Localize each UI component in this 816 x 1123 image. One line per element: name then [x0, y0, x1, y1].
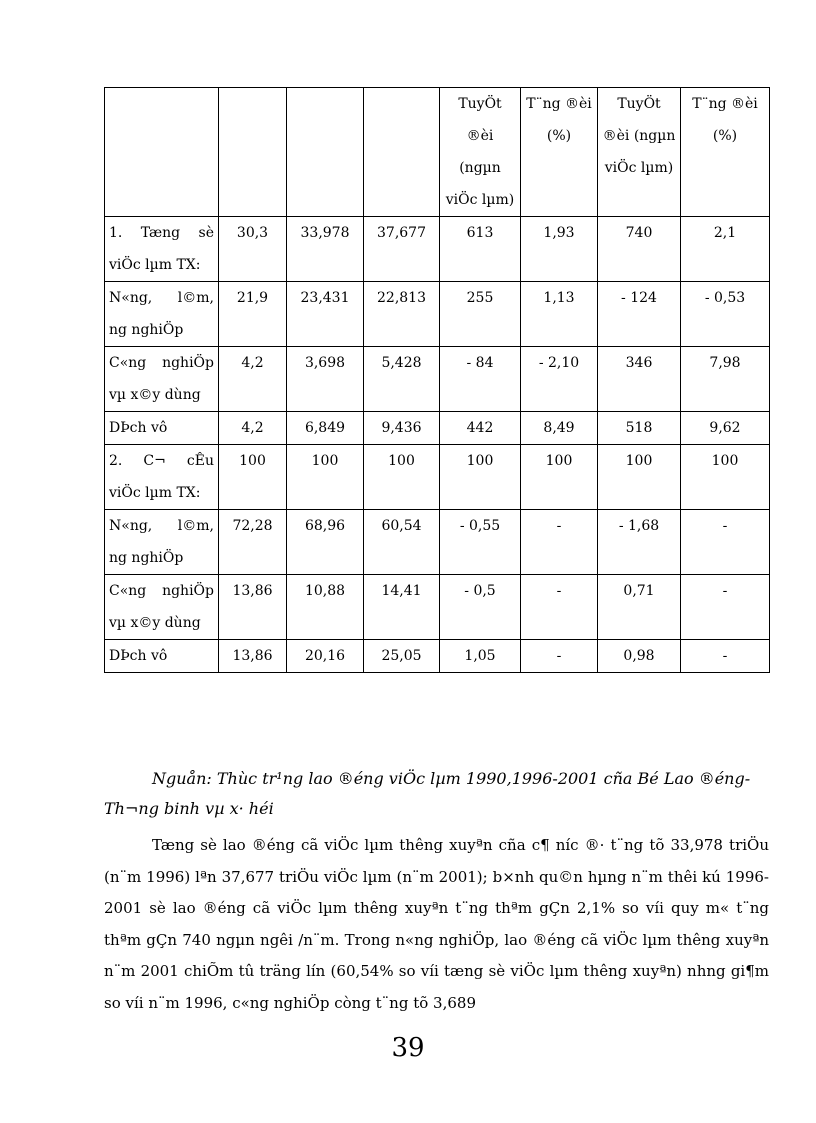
table-cell: 100 [521, 445, 598, 510]
table-cell: 1,13 [521, 282, 598, 347]
table-cell: 10,88 [287, 575, 364, 640]
table-cell: 518 [598, 412, 681, 445]
table-cell: TuyÖt ®èi (ngµn viÖc lµm) [440, 88, 521, 217]
row-label-cell: N«ng, l©m, ng nghiÖp [105, 282, 219, 347]
table-cell: 3,698 [287, 347, 364, 412]
table-cell [364, 88, 440, 217]
table-cell: 20,16 [287, 640, 364, 673]
table-cell: 100 [287, 445, 364, 510]
table-cell: 100 [598, 445, 681, 510]
table-cell: 33,978 [287, 217, 364, 282]
table-cell: 0,71 [598, 575, 681, 640]
table-cell: - [521, 640, 598, 673]
table-cell: 60,54 [364, 510, 440, 575]
table-cell: 100 [219, 445, 287, 510]
table-cell: 255 [440, 282, 521, 347]
table-cell: 6,849 [287, 412, 364, 445]
table-cell: 100 [440, 445, 521, 510]
table-cell [287, 88, 364, 217]
table-cell: 7,98 [681, 347, 770, 412]
table-cell: 21,9 [219, 282, 287, 347]
table-row [105, 282, 770, 347]
table-cell: - [521, 510, 598, 575]
source-note: Nguån: Thùc tr¹ng lao ®éng viÖc lµm 1990,1996-2001 cña Bé Lao ®éng-Th¬ng binh vµ x· héi [104, 769, 751, 818]
table-cell: 9,62 [681, 412, 770, 445]
table-cell: 0,98 [598, 640, 681, 673]
table-cell: 13,86 [219, 575, 287, 640]
table-cell: - 2,10 [521, 347, 598, 412]
table-cell: 1,93 [521, 217, 598, 282]
table-cell: 100 [681, 445, 770, 510]
table-cell: 14,41 [364, 575, 440, 640]
table-cell: 1,05 [440, 640, 521, 673]
row-label-cell [105, 88, 219, 217]
table-cell: 30,3 [219, 217, 287, 282]
table-row [105, 347, 770, 412]
table-cell: T¨ng ®èi (%) [521, 88, 598, 217]
employment-table [104, 87, 770, 673]
table-cell: 4,2 [219, 347, 287, 412]
row-label-cell: DÞch vô [105, 412, 219, 445]
table-cell: 8,49 [521, 412, 598, 445]
row-label-cell: N«ng, l©m, ng nghiÖp [105, 510, 219, 575]
table-cell: - [681, 575, 770, 640]
table-cell: - 124 [598, 282, 681, 347]
table-row [105, 510, 770, 575]
table-cell: TuyÖt ®èi (ngµn viÖc lµm) [598, 88, 681, 217]
table-cell: T¨ng ®èi (%) [681, 88, 770, 217]
table-cell: 100 [364, 445, 440, 510]
table-cell: - 0,55 [440, 510, 521, 575]
table-cell: 72,28 [219, 510, 287, 575]
table-cell: - 0,5 [440, 575, 521, 640]
row-label-cell: 1. Tæng sè viÖc lµm TX: [105, 217, 219, 282]
table-cell: 23,431 [287, 282, 364, 347]
table-row [105, 412, 770, 445]
row-label-cell: C«ng nghiÖp vµ x©y dùng [105, 575, 219, 640]
table-cell: 68,96 [287, 510, 364, 575]
table-cell: 346 [598, 347, 681, 412]
table-row [105, 217, 770, 282]
table-cell: 2,1 [681, 217, 770, 282]
table-cell: 22,813 [364, 282, 440, 347]
table-cell: 9,436 [364, 412, 440, 445]
table-cell: - 1,68 [598, 510, 681, 575]
table-cell: 4,2 [219, 412, 287, 445]
body-paragraph: Tæng sè lao ®éng cã viÖc lµm thêng xuyªn cña c¶ níc ®· t¨ng tõ 33,978 triÖu (n¨m 1996) lªn 37,677 triÖu viÖc lµm (n¨m 2001); b×nh qu©n hµng n¨m thêi kú 1996-2001 sè lao ®éng cã viÖc lµm thêng xuyªn t¨ng thªm gÇn 2,1% so víi quy m« t¨ng thªm gÇn 740 ngµn ngêi /n¨m. Trong n«ng nghiÖp, lao ®éng cã viÖc lµm thêng xuyªn n¨m 2001 chiÕm tû träng lín (60,54% so víi tæng sè viÖc lµm thêng xuyªn) nhng gi¶m so víi n¨m 1996, c«ng nghiÖp còng t¨ng tõ 3,689 [104, 836, 769, 1012]
table-cell: 5,428 [364, 347, 440, 412]
table-row [105, 445, 770, 510]
table-cell: 740 [598, 217, 681, 282]
table-cell: - 84 [440, 347, 521, 412]
table-cell: - 0,53 [681, 282, 770, 347]
table-cell: 37,677 [364, 217, 440, 282]
table-row [105, 575, 770, 640]
table-cell: 442 [440, 412, 521, 445]
table-cell: 25,05 [364, 640, 440, 673]
row-label-cell: C«ng nghiÖp vµ x©y dùng [105, 347, 219, 412]
table-cell: - [681, 510, 770, 575]
row-label-cell: 2. C¬ cÊu viÖc lµm TX: [105, 445, 219, 510]
table-cell [219, 88, 287, 217]
page-number: 39 [391, 1033, 425, 1063]
table-row [105, 640, 770, 673]
table-cell: - [521, 575, 598, 640]
row-label-cell: DÞch vô [105, 640, 219, 673]
table-cell: 613 [440, 217, 521, 282]
table-cell: - [681, 640, 770, 673]
table-cell: 13,86 [219, 640, 287, 673]
table-header-row [105, 88, 770, 217]
